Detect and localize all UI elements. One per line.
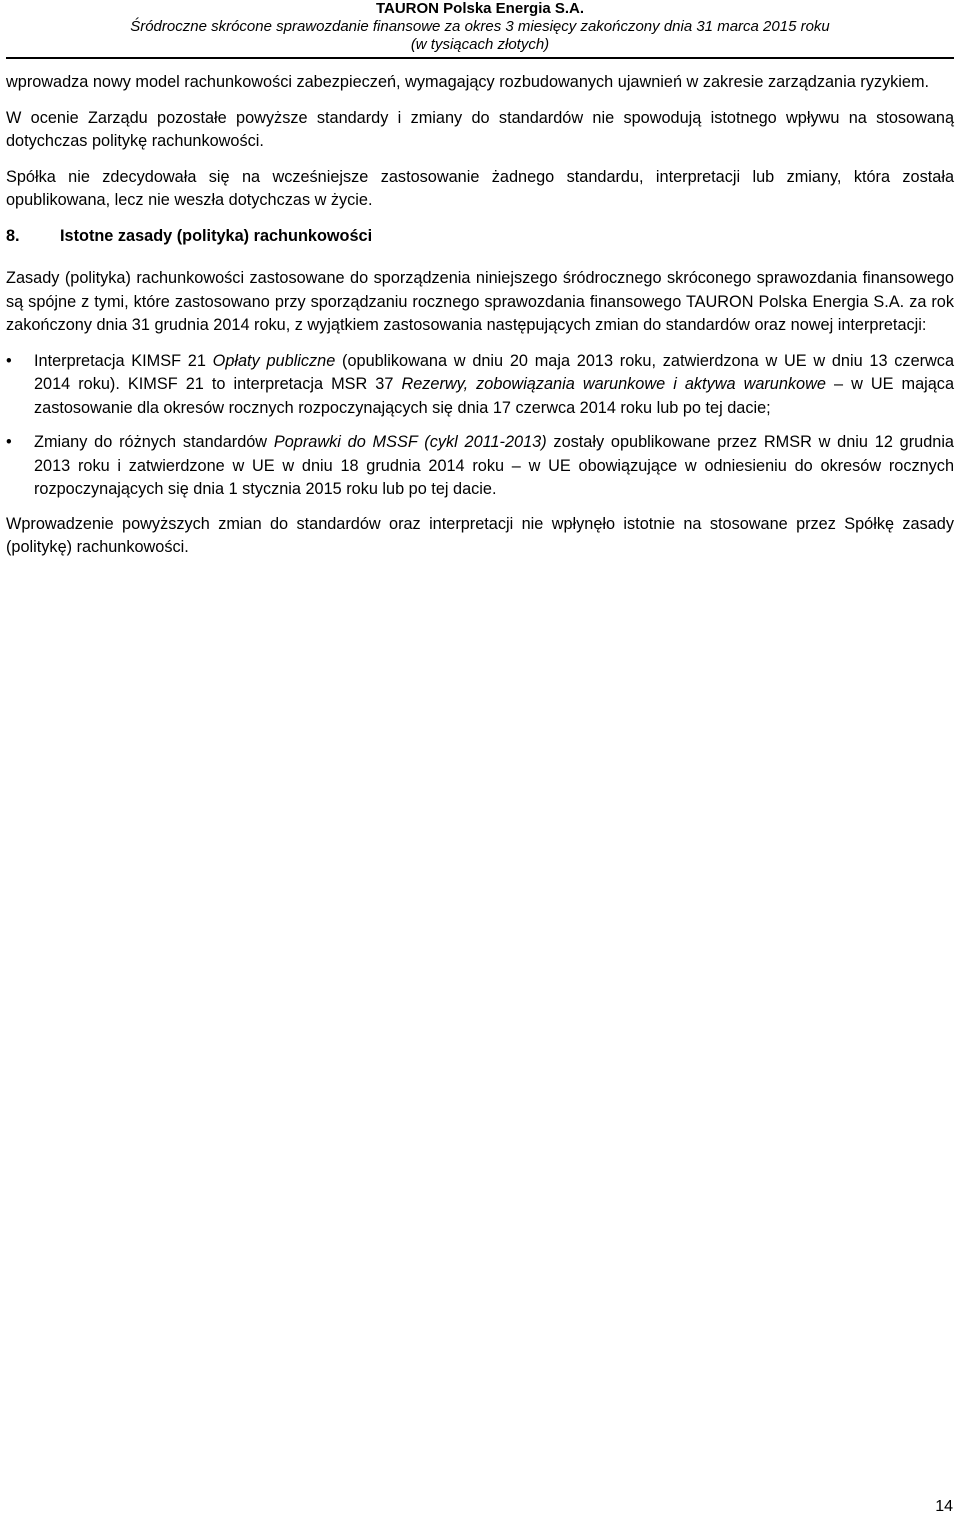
section-intro: Zasady (polityka) rachunkowości zastosowane do sporządzenia niniejszego śródrocznego skróconego sprawozdania finansowego są spójne z tymi, które zastosowano przy sporządzaniu rocznego sprawozdania finansowego TAURON Polska Energia S.A. za rok zakończony dnia 31 grudnia 2014 roku, z wyjątkiem zastosowania następujących zmian do standardów oraz nowej interpretacji:: [6, 269, 954, 334]
list-item: [6, 350, 954, 421]
list-item-emphasis: Opłaty publiczne: [212, 351, 336, 370]
list-item: [6, 431, 954, 502]
company-name: TAURON Polska Energia S.A.: [375, 0, 585, 17]
list-item-text: zostały opublikowane przez RMSR w dniu 12 grudnia 2013 roku i zatwierdzone w UE w dniu 18 grudnia 2014 roku – w UE obowiązujące w odniesieniu do okresów rocznych rozpoczynających się dnia 1 stycznia 2015 roku lub po tej dacie.: [34, 433, 954, 498]
list-item-text: (opublikowana w dniu 20 maja 2013 roku, zatwierdzona w UE w dniu 13 czerwca 2014 roku). KIMSF 21 to interpretacja MSR 37: [34, 351, 955, 393]
bullet-icon: •: [6, 351, 12, 370]
list-item-emphasis: Poprawki do MSSF (cykl 2011-2013): [273, 433, 547, 451]
page-header: [0, 0, 960, 54]
list-item-text: Zmiany do różnych standardów: [34, 433, 274, 451]
section-title: Istotne zasady (polityka) rachunkowości: [60, 226, 373, 245]
list-item-text: – w UE mająca zastosowanie dla okresów rocznych rozpoczynających się dnia 17 czerwca 2014 roku lub po tej dacie;: [34, 375, 954, 417]
list-item-text: Interpretacja KIMSF 21: [34, 351, 213, 370]
list-item-emphasis: Rezerwy, zobowiązania warunkowe i aktywa warunkowe: [401, 375, 826, 393]
section-heading: [6, 225, 954, 249]
bullet-icon: •: [6, 433, 12, 451]
paragraph-hedge-accounting: wprowadza nowy model rachunkowości zabezpieczeń, wymagający rozbudowanych ujawnień w zakresie zarządzania ryzykiem.: [6, 73, 930, 91]
changes-list: [6, 350, 954, 502]
paragraph-early-adoption: Spółka nie zdecydowała się na wcześniejsze zastosowanie żadnego standardu, interpretacji lub zmiany, która została opublikowana, lecz nie weszła dotychczas w życie.: [6, 167, 954, 209]
currency-units: (w tysiącach złotych): [410, 36, 550, 53]
report-title: Śródroczne skrócone sprawozdanie finansowe za okres 3 miesięcy zakończony dnia 31 marca 2015 roku: [130, 18, 830, 35]
document-body: [6, 71, 954, 560]
page-number: 14: [935, 1498, 953, 1515]
closing-paragraph: Wprowadzenie powyższych zmian do standardów oraz interpretacji nie wpłynęło istotnie na stosowane przez Spółkę zasady (politykę) rachunkowości.: [6, 514, 954, 556]
header-divider: [6, 57, 954, 59]
section-number: 8.: [6, 226, 20, 245]
paragraph-management-assessment: W ocenie Zarządu pozostałe powyższe standardy i zmiany do standardów nie spowodują istotnego wpływu na stosowaną dotychczas politykę rachunkowości.: [6, 108, 954, 150]
